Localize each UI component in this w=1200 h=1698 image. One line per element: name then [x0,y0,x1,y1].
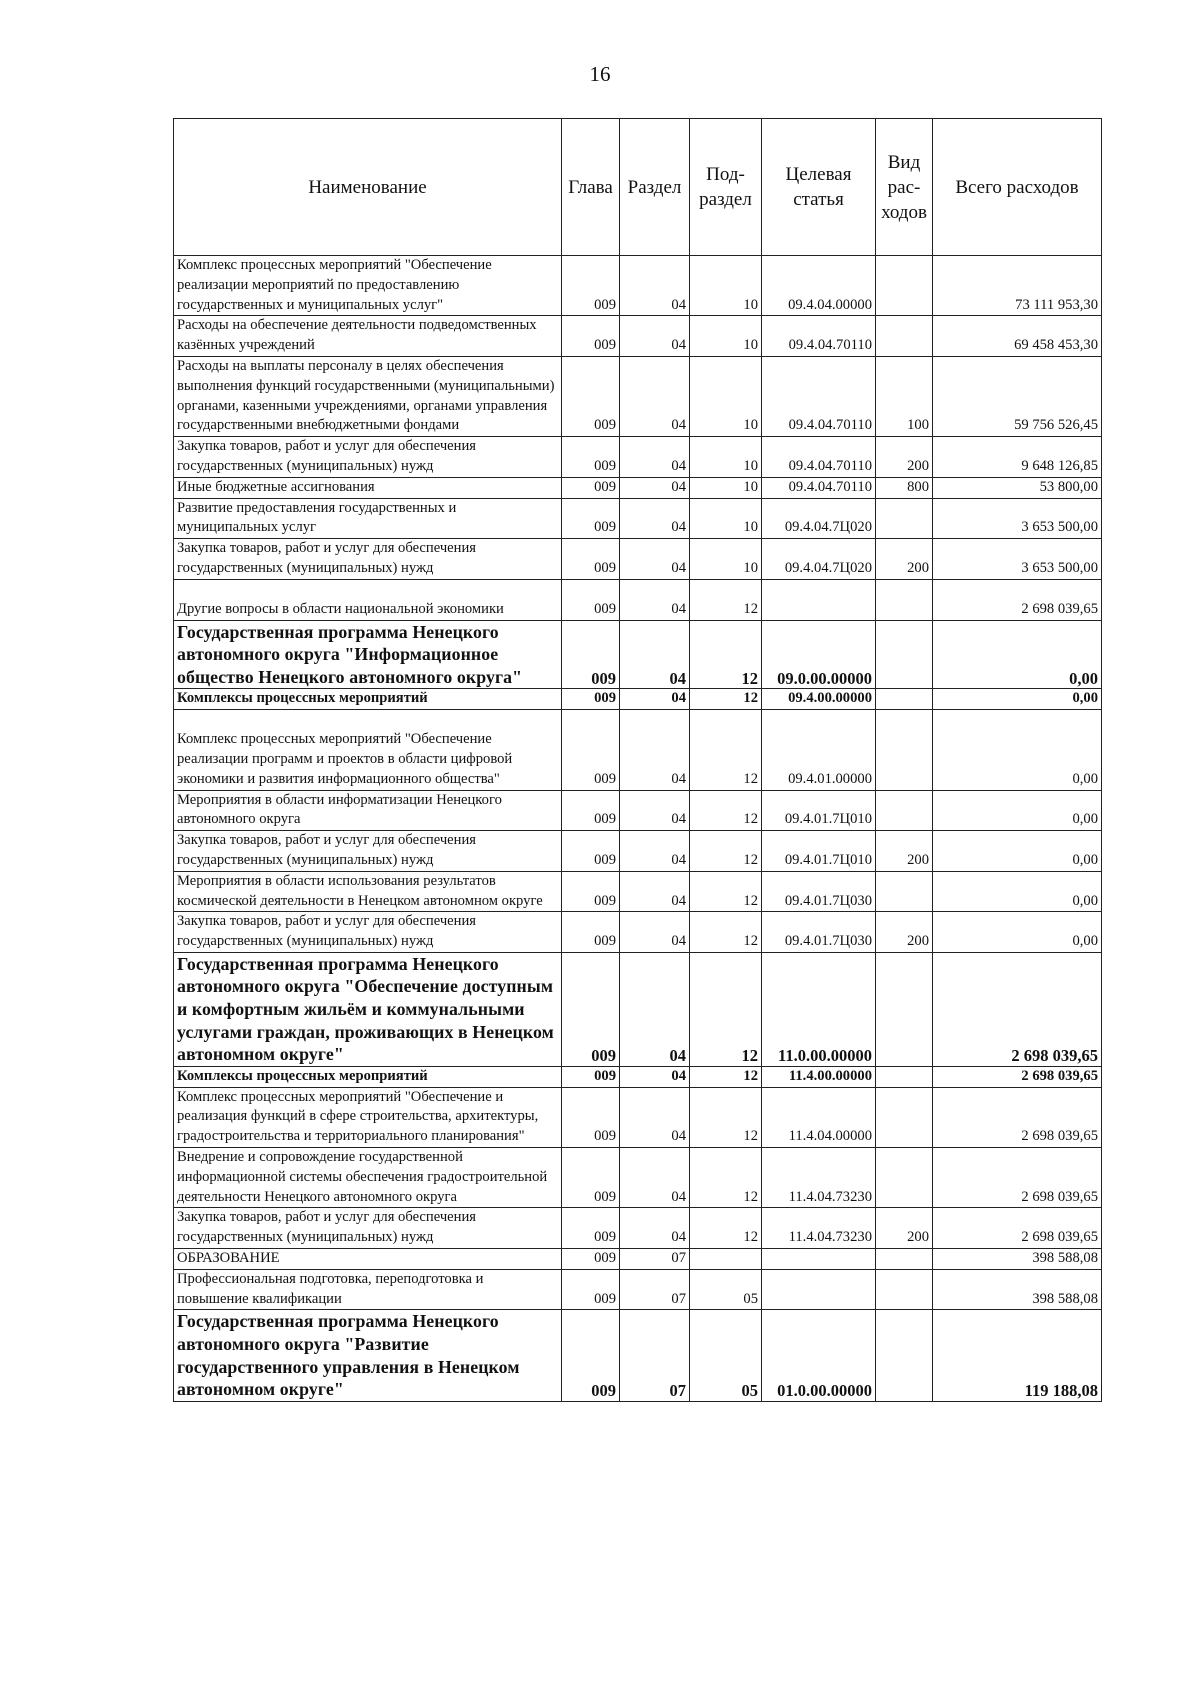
table-row [174,620,1102,689]
header-name: Наименование [174,119,562,256]
cell-podrazdel: 12 [690,952,762,1066]
cell-vid: 800 [876,477,933,498]
cell-vid [876,871,933,912]
cell-vid [876,790,933,831]
cell-name: Комплексы процессных мероприятий [174,1066,562,1087]
cell-name: Иные бюджетные ассигнования [174,477,562,498]
cell-total: 0,00 [933,912,1102,953]
table-row [174,437,1102,478]
cell-vid: 200 [876,539,933,580]
cell-vid [876,1249,933,1270]
table-row [174,871,1102,912]
cell-celevaya: 11.4.00.00000 [762,1066,876,1087]
cell-podrazdel: 12 [690,710,762,790]
cell-vid [876,689,933,710]
cell-celevaya: 09.4.01.7Ц030 [762,912,876,953]
cell-razdel: 04 [620,579,690,620]
cell-celevaya [762,1249,876,1270]
cell-glava: 009 [562,1208,620,1249]
cell-podrazdel: 12 [690,912,762,953]
cell-glava: 009 [562,620,620,689]
cell-total: 2 698 039,65 [933,1208,1102,1249]
cell-glava: 009 [562,498,620,539]
cell-razdel: 04 [620,1087,690,1147]
header-glava: Глава [562,119,620,256]
cell-podrazdel: 10 [690,539,762,580]
cell-celevaya: 09.4.04.70110 [762,356,876,436]
cell-total: 3 653 500,00 [933,539,1102,580]
cell-glava: 009 [562,790,620,831]
cell-name: Мероприятия в области использования результатов космической деятельности в Ненецком автономном округе [174,871,562,912]
cell-podrazdel: 12 [690,1087,762,1147]
cell-podrazdel [690,1249,762,1270]
cell-total: 73 111 953,30 [933,256,1102,316]
cell-razdel: 04 [620,477,690,498]
table-row [174,689,1102,710]
cell-glava: 009 [562,579,620,620]
cell-vid [876,1269,933,1310]
cell-name: Профессиональная подготовка, переподготовка и повышение квалификации [174,1269,562,1310]
cell-total: 2 698 039,65 [933,1066,1102,1087]
cell-name: Закупка товаров, работ и услуг для обеспечения государственных (муниципальных) нужд [174,437,562,478]
cell-celevaya: 01.0.00.00000 [762,1310,876,1401]
cell-vid: 200 [876,437,933,478]
cell-glava: 009 [562,871,620,912]
cell-name: Развитие предоставления государственных и муниципальных услуг [174,498,562,539]
cell-celevaya: 09.4.04.70110 [762,437,876,478]
cell-podrazdel: 10 [690,437,762,478]
cell-total: 2 698 039,65 [933,1087,1102,1147]
header-podrazdel: Под- раздел [690,119,762,256]
table-row [174,912,1102,953]
cell-glava: 009 [562,1148,620,1208]
cell-razdel: 07 [620,1249,690,1270]
cell-glava: 009 [562,831,620,872]
cell-podrazdel: 12 [690,579,762,620]
table-row [174,256,1102,316]
cell-total: 398 588,08 [933,1249,1102,1270]
table-row [174,790,1102,831]
cell-celevaya: 09.4.04.00000 [762,256,876,316]
cell-glava: 009 [562,1066,620,1087]
cell-total: 398 588,08 [933,1269,1102,1310]
cell-total: 0,00 [933,689,1102,710]
table-row [174,1148,1102,1208]
cell-razdel: 04 [620,356,690,436]
cell-celevaya [762,579,876,620]
cell-vid: 200 [876,912,933,953]
cell-name: Государственная программа Ненецкого автономного округа "Обеспечение доступным и комфортным жильём и коммунальными услугами граждан, проживающих в Ненецком автономном округе" [174,952,562,1066]
cell-glava: 009 [562,316,620,357]
cell-razdel: 04 [620,710,690,790]
cell-total: 0,00 [933,620,1102,689]
table-row [174,1208,1102,1249]
cell-name: Внедрение и сопровождение государственной информационной системы обеспечения градостроительной деятельности Ненецкого автономного округа [174,1148,562,1208]
cell-name: Закупка товаров, работ и услуг для обеспечения государственных (муниципальных) нужд [174,912,562,953]
cell-glava: 009 [562,356,620,436]
cell-celevaya: 09.4.00.00000 [762,689,876,710]
cell-podrazdel: 10 [690,498,762,539]
cell-name: Комплекс процессных мероприятий "Обеспечение реализации программ и проектов в области цифровой экономики и развития информационного общества" [174,710,562,790]
cell-vid [876,620,933,689]
cell-podrazdel: 12 [690,1148,762,1208]
table-row [174,477,1102,498]
cell-razdel: 04 [620,790,690,831]
cell-razdel: 04 [620,952,690,1066]
cell-total: 53 800,00 [933,477,1102,498]
cell-glava: 009 [562,912,620,953]
cell-celevaya: 09.4.01.7Ц030 [762,871,876,912]
cell-podrazdel: 12 [690,620,762,689]
cell-total: 69 458 453,30 [933,316,1102,357]
cell-celevaya: 09.4.01.00000 [762,710,876,790]
cell-name: Другие вопросы в области национальной экономики [174,579,562,620]
cell-glava: 009 [562,477,620,498]
cell-podrazdel: 12 [690,689,762,710]
page-number: 16 [589,62,611,86]
cell-vid [876,1148,933,1208]
cell-glava: 009 [562,1269,620,1310]
table-header-row [174,119,1102,256]
cell-celevaya: 09.0.00.00000 [762,620,876,689]
cell-razdel: 04 [620,1208,690,1249]
cell-total: 119 188,08 [933,1310,1102,1401]
cell-total: 0,00 [933,710,1102,790]
cell-podrazdel: 12 [690,790,762,831]
cell-name: Расходы на выплаты персоналу в целях обеспечения выполнения функций государственными (муниципальными) органами, казенными учреждениями, органами управления государственными внебюджетными фондами [174,356,562,436]
cell-celevaya: 11.4.04.73230 [762,1208,876,1249]
cell-total: 2 698 039,65 [933,952,1102,1066]
cell-razdel: 04 [620,539,690,580]
header-vid: Вид рас- ходов [876,119,933,256]
cell-razdel: 04 [620,689,690,710]
cell-razdel: 04 [620,912,690,953]
cell-razdel: 04 [620,316,690,357]
table-row [174,1087,1102,1147]
table-row [174,579,1102,620]
cell-name: ОБРАЗОВАНИЕ [174,1249,562,1270]
cell-name: Расходы на обеспечение деятельности подведомственных казённых учреждений [174,316,562,357]
cell-vid: 200 [876,1208,933,1249]
table-row [174,1310,1102,1401]
cell-vid [876,579,933,620]
cell-vid [876,316,933,357]
cell-glava: 009 [562,256,620,316]
cell-glava: 009 [562,689,620,710]
cell-vid: 100 [876,356,933,436]
cell-name: Комплекс процессных мероприятий "Обеспечение и реализация функций в сфере строительства, архитектуры, градостроительства и территориального планирования" [174,1087,562,1147]
cell-name: Государственная программа Ненецкого автономного округа "Развитие государственного управления в Ненецком автономном округе" [174,1310,562,1401]
cell-celevaya [762,1269,876,1310]
cell-glava: 009 [562,710,620,790]
table-row [174,710,1102,790]
cell-podrazdel: 12 [690,1208,762,1249]
table-row [174,356,1102,436]
cell-vid [876,256,933,316]
table-row [174,952,1102,1066]
cell-name: Закупка товаров, работ и услуг для обеспечения государственных (муниципальных) нужд [174,1208,562,1249]
cell-name: Государственная программа Ненецкого автономного округа "Информационное общество Ненецкого автономного округа" [174,620,562,689]
table-row [174,1066,1102,1087]
cell-total: 9 648 126,85 [933,437,1102,478]
cell-celevaya: 11.0.00.00000 [762,952,876,1066]
cell-glava: 009 [562,952,620,1066]
cell-podrazdel: 05 [690,1269,762,1310]
table-row [174,1249,1102,1270]
cell-razdel: 04 [620,437,690,478]
cell-razdel: 04 [620,1066,690,1087]
cell-total: 0,00 [933,871,1102,912]
cell-total: 2 698 039,65 [933,579,1102,620]
cell-vid [876,498,933,539]
cell-vid [876,952,933,1066]
cell-celevaya: 09.4.01.7Ц010 [762,790,876,831]
table-row [174,316,1102,357]
cell-vid: 200 [876,831,933,872]
cell-glava: 009 [562,1310,620,1401]
table-row [174,539,1102,580]
cell-podrazdel: 10 [690,477,762,498]
cell-total: 0,00 [933,790,1102,831]
cell-razdel: 07 [620,1269,690,1310]
cell-name: Комплексы процессных мероприятий [174,689,562,710]
cell-celevaya: 11.4.04.00000 [762,1087,876,1147]
cell-celevaya: 09.4.04.70110 [762,316,876,357]
cell-podrazdel: 12 [690,871,762,912]
header-total: Всего расходов [933,119,1102,256]
cell-glava: 009 [562,1087,620,1147]
cell-razdel: 04 [620,498,690,539]
cell-glava: 009 [562,539,620,580]
cell-celevaya: 11.4.04.73230 [762,1148,876,1208]
cell-celevaya: 09.4.04.70110 [762,477,876,498]
cell-podrazdel: 10 [690,256,762,316]
table-row [174,498,1102,539]
cell-podrazdel: 12 [690,831,762,872]
cell-podrazdel: 12 [690,1066,762,1087]
cell-total: 2 698 039,65 [933,1148,1102,1208]
cell-total: 3 653 500,00 [933,498,1102,539]
cell-total: 59 756 526,45 [933,356,1102,436]
table-row [174,1269,1102,1310]
cell-celevaya: 09.4.04.7Ц020 [762,539,876,580]
table-body [174,256,1102,1402]
cell-vid [876,1310,933,1401]
cell-razdel: 04 [620,871,690,912]
budget-table [173,118,1102,1402]
header-razdel: Раздел [620,119,690,256]
cell-razdel: 07 [620,1310,690,1401]
cell-name: Комплекс процессных мероприятий "Обеспечение реализации мероприятий по предоставлению государственных и муниципальных услуг" [174,256,562,316]
cell-razdel: 04 [620,1148,690,1208]
cell-vid [876,1087,933,1147]
cell-glava: 009 [562,1249,620,1270]
cell-razdel: 04 [620,831,690,872]
cell-vid [876,1066,933,1087]
cell-name: Закупка товаров, работ и услуг для обеспечения государственных (муниципальных) нужд [174,831,562,872]
cell-vid [876,710,933,790]
cell-celevaya: 09.4.01.7Ц010 [762,831,876,872]
cell-podrazdel: 10 [690,316,762,357]
cell-total: 0,00 [933,831,1102,872]
cell-name: Закупка товаров, работ и услуг для обеспечения государственных (муниципальных) нужд [174,539,562,580]
cell-name: Мероприятия в области информатизации Ненецкого автономного округа [174,790,562,831]
cell-razdel: 04 [620,620,690,689]
cell-glava: 009 [562,437,620,478]
cell-celevaya: 09.4.04.7Ц020 [762,498,876,539]
cell-podrazdel: 05 [690,1310,762,1401]
cell-razdel: 04 [620,256,690,316]
table-row [174,831,1102,872]
header-celevaya: Целевая статья [762,119,876,256]
cell-podrazdel: 10 [690,356,762,436]
